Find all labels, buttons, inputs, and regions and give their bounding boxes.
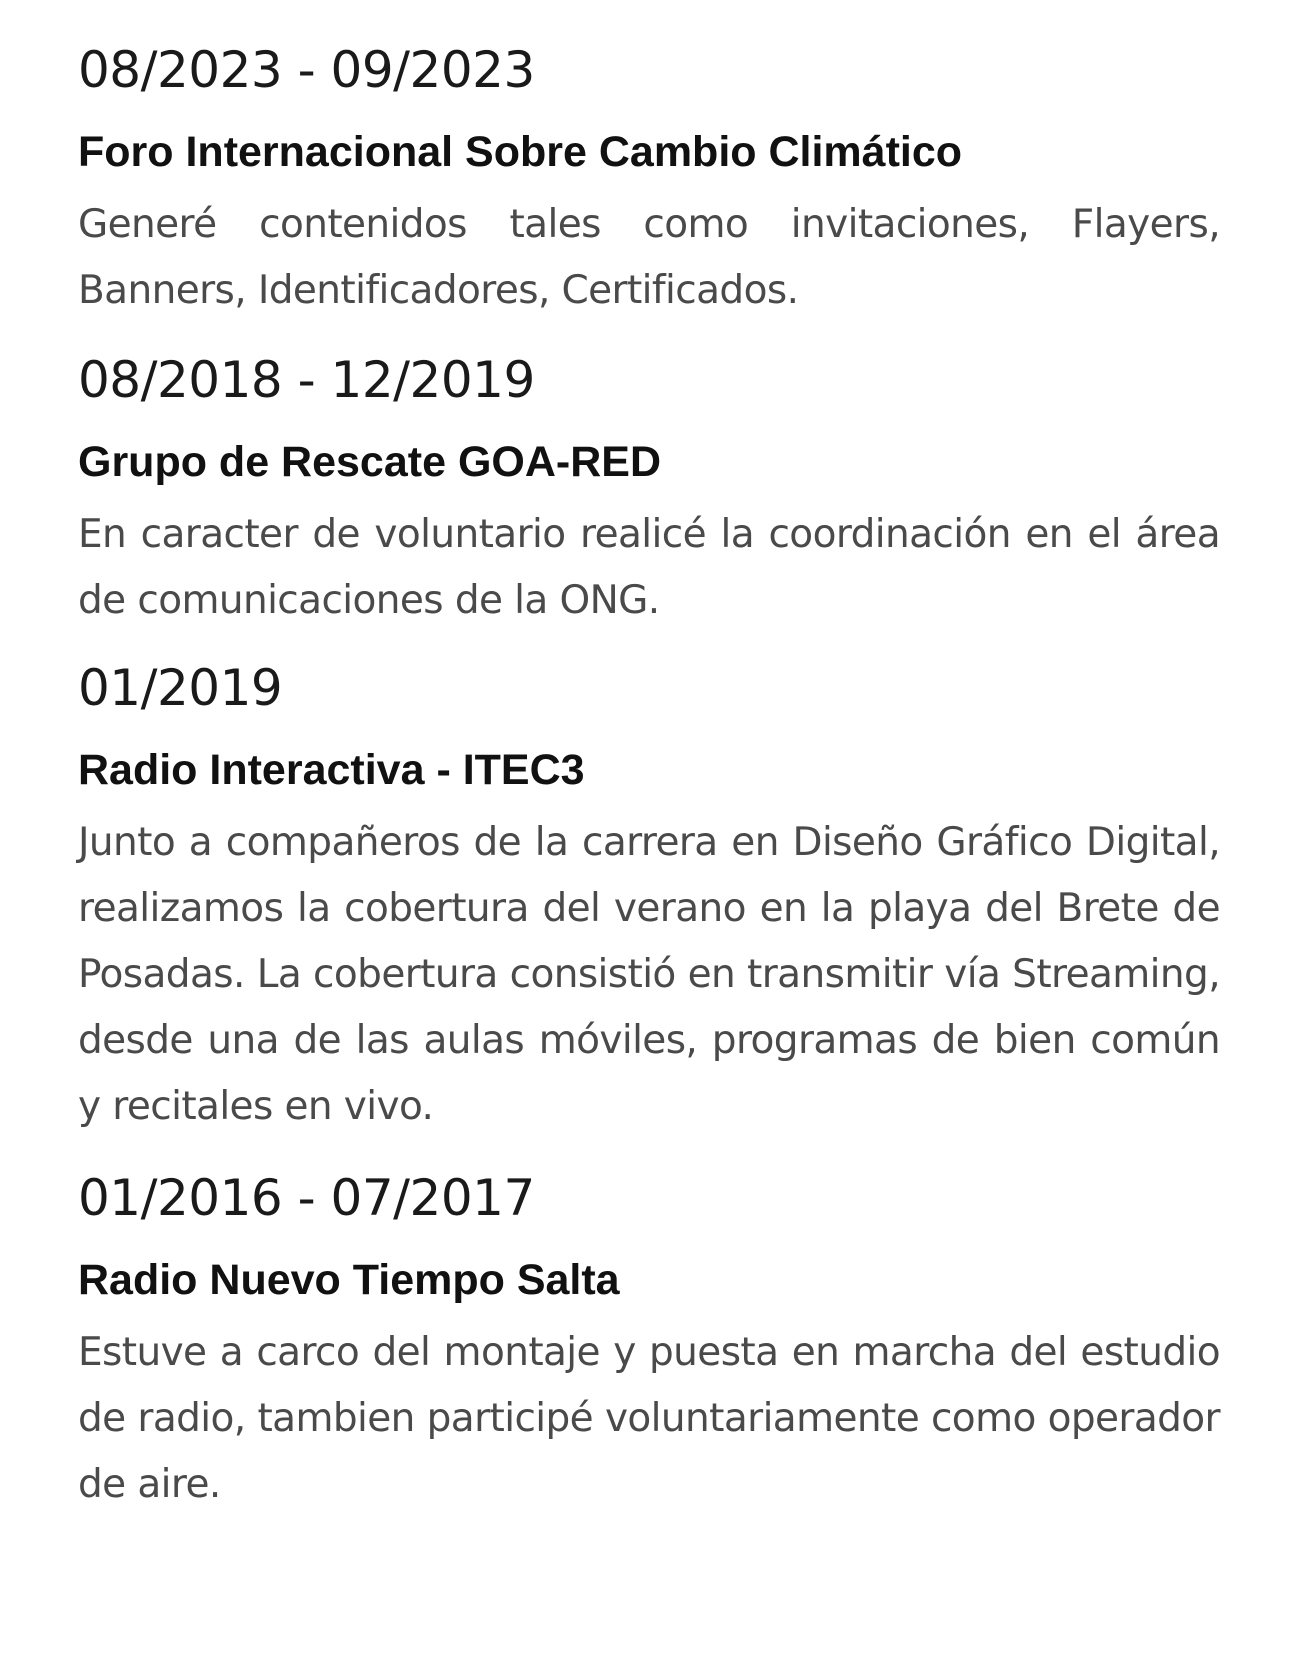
entry-title: Grupo de Rescate GOA-RED xyxy=(78,438,661,486)
entry-title: Foro Internacional Sobre Cambio Climático xyxy=(78,128,963,176)
entry-date: 01/2016 - 07/2017 xyxy=(78,1169,535,1227)
entry-title: Radio Nuevo Tiempo Salta xyxy=(78,1256,620,1304)
experience-entry xyxy=(78,1168,1220,1518)
entry-title: Radio Interactiva - ITEC3 xyxy=(78,746,585,794)
entry-description: Generé contenidos tales como invitaciones, Flayers, Banners, Identificadores, Certificados. xyxy=(78,202,1220,313)
entry-date: 08/2023 - 09/2023 xyxy=(78,41,535,99)
entry-date: 08/2018 - 12/2019 xyxy=(78,351,535,409)
entry-date: 01/2019 xyxy=(78,659,283,717)
experience-entry xyxy=(78,40,1220,324)
entry-description: Estuve a carco del montaje y puesta en marcha del estudio de radio, tambien participé voluntariamente como operador de aire. xyxy=(78,1330,1220,1507)
entry-description: Junto a compañeros de la carrera en Diseño Gráfico Digital, realizamos la cobertura del verano en la playa del Brete de Posadas. La cobertura consistió en transmitir vía Streaming, desde una de las aulas móviles, programas de bien común y recitales en vivo. xyxy=(78,820,1220,1129)
experience-entry xyxy=(78,658,1220,1140)
experience-entry xyxy=(78,350,1220,634)
entry-description: En caracter de voluntario realicé la coordinación en el área de comunicaciones de la ONG. xyxy=(78,512,1220,623)
